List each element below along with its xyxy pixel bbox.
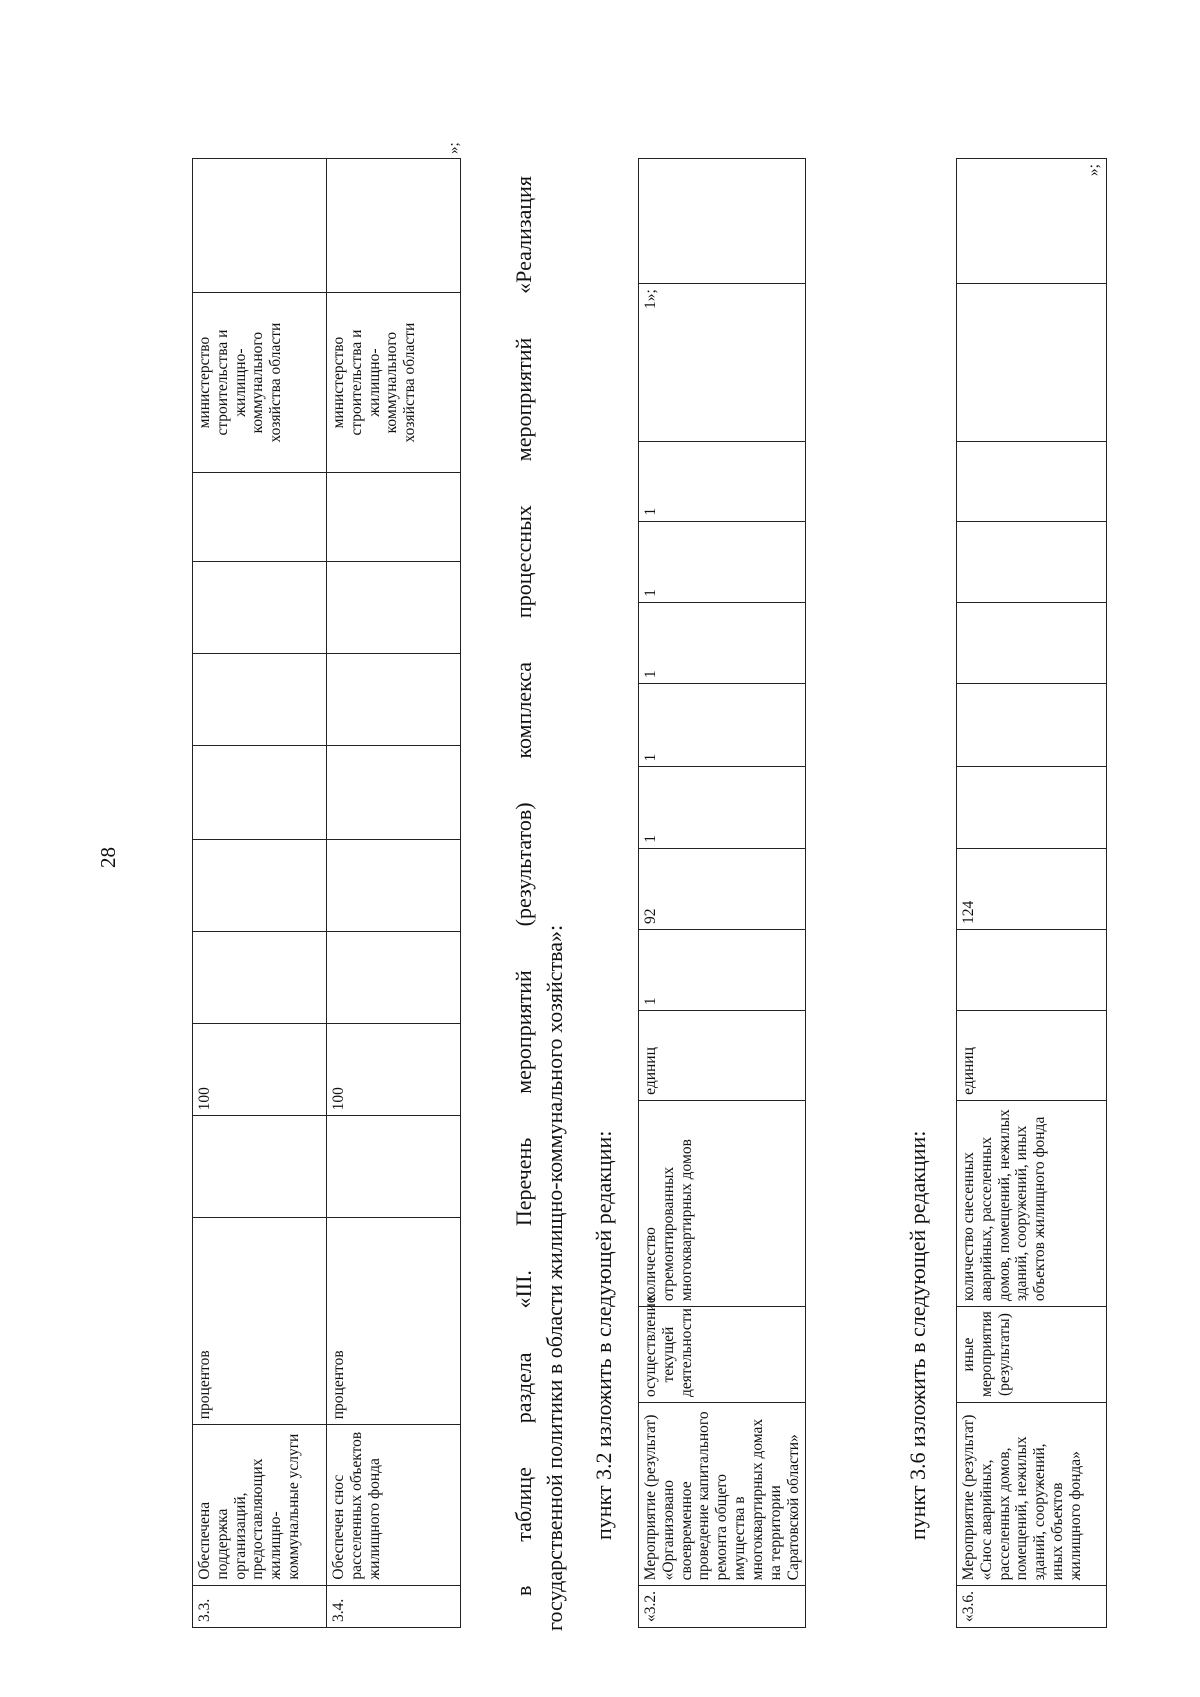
row-number: 3.4. (327, 1585, 461, 1627)
cell (327, 472, 461, 562)
page-number: 28 (96, 847, 120, 868)
main-paragraph-line: государственной политики в области жилищно-коммунального хозяйства»: (542, 924, 568, 1631)
cell (957, 602, 1107, 683)
row-number: 3.3. (193, 1585, 327, 1627)
cell (327, 654, 461, 746)
cell (639, 159, 806, 284)
cell (193, 746, 327, 840)
table-row (327, 159, 461, 1628)
table-3-6 (956, 158, 1107, 1628)
closing-quote: »; (957, 159, 1107, 284)
table-row (639, 159, 806, 1628)
value-cell: 1 (639, 602, 806, 683)
characteristic: количество отремонтированных многоквартирных домов (639, 1100, 806, 1306)
responsible: министерство строительства и жилищно-коммунального хозяйства области (193, 293, 327, 472)
value-cell: 1 (639, 684, 806, 767)
result-type: осуществление текущей деятельности (639, 1307, 806, 1403)
year-value: 92 (639, 848, 806, 929)
value-cell: 1 (639, 442, 806, 521)
cell (193, 840, 327, 932)
value-cell: 1 (639, 767, 806, 848)
base-value: 1 (639, 930, 806, 1011)
cell (193, 562, 327, 654)
value-cell: 1»; (639, 284, 806, 442)
value-cell: 100 (327, 1024, 461, 1116)
instruction-3-2: пункт 3.2 изложить в следующей редакции: (591, 1130, 616, 1540)
cell (957, 767, 1107, 848)
base-value (957, 930, 1107, 1011)
main-paragraph-line: в таблице раздела «III. Перечень мероприятий (результатов) комплекса процессных мероприятий «Реализация (511, 176, 536, 1596)
row-number: «3.6. (957, 1586, 1107, 1628)
cell (957, 442, 1107, 521)
cell (327, 562, 461, 654)
instruction-3-6: пункт 3.6 изложить в следующей редакции: (905, 1130, 930, 1540)
cell (957, 284, 1107, 442)
row-number: «3.2. (639, 1586, 806, 1628)
table-3-2 (638, 158, 806, 1628)
cell (193, 159, 327, 293)
rotated-content (60, 90, 1140, 1650)
unit: процентов (327, 1217, 461, 1424)
cell (327, 1116, 461, 1217)
cell (957, 684, 1107, 767)
cell (327, 159, 461, 293)
table-row (957, 159, 1107, 1628)
result-name: Обеспечен снос расселенных объектов жилищного фонда (327, 1425, 461, 1585)
cell (193, 1116, 327, 1217)
characteristic: количество снесенных аварийных, расселенных домов, помещений, нежилых зданий, сооружений, иных объектов жилищного фонда (957, 1100, 1107, 1306)
result-name: Мероприятие (результат) «Организовано своевременное проведение капитального ремонта общего имущества в многоквартирных домах на территории Саратовской области» (639, 1402, 806, 1585)
value-cell: 1 (639, 521, 806, 602)
unit: процентов (193, 1217, 327, 1424)
result-type: иные мероприятия (результаты) (957, 1307, 1107, 1403)
cell (327, 932, 461, 1024)
cell (327, 746, 461, 840)
cell (327, 840, 461, 932)
cell (193, 472, 327, 562)
cell (193, 654, 327, 746)
year-value: 124 (957, 848, 1107, 929)
cell (193, 932, 327, 1024)
table-top (192, 158, 461, 1628)
unit: единиц (957, 1011, 1107, 1101)
result-name: Обеспечена поддержка организаций, предоставляющих жилищно-коммунальные услуги (193, 1425, 327, 1585)
cell (957, 521, 1107, 602)
value-cell: 100 (193, 1024, 327, 1116)
responsible: министерство строительства и жилищно-коммунального хозяйства области (327, 293, 461, 472)
closing-quote: »; (446, 142, 462, 154)
table-row (193, 159, 327, 1628)
main-paragraph (508, 176, 570, 1631)
unit: единиц (639, 1011, 806, 1101)
result-name: Мероприятие (результат) «Снос аварийных, расселенных домов, помещений, нежилых зданий, сооружений, иных объектов жилищного фонда» (957, 1402, 1107, 1585)
